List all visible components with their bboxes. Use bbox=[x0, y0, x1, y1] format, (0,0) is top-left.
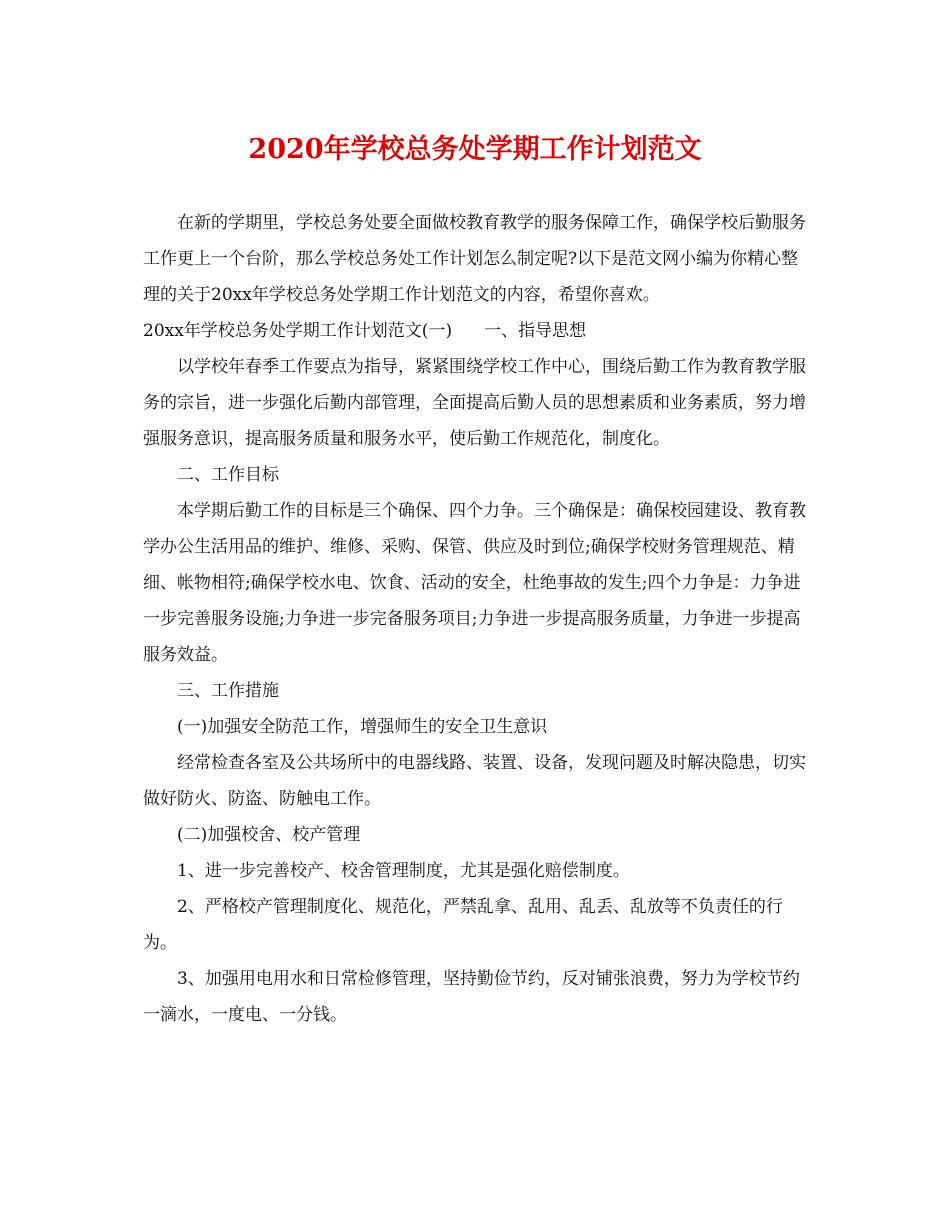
list-item-3: 3、加强用电用水和日常检修管理，坚持勤俭节约，反对铺张浪费，努力为学校节约一滴水，一度电、一分钱。 bbox=[143, 969, 800, 1025]
section-heading: 20xx年学校总务处学期工作计划范文(一) bbox=[143, 321, 453, 341]
sub2-title: (二)加强校舍、校产管理 bbox=[177, 825, 361, 845]
list-item-2: 2、严格校产管理制度化、规范化，严禁乱拿、乱用、乱丢、乱放等不负责任的行为。 bbox=[143, 897, 783, 953]
part1-title: 一、指导思想 bbox=[484, 321, 587, 341]
part1-paragraph: 以学校年春季工作要点为指导，紧紧围绕学校工作中心，围绕后勤工作为教育教学服务的宗旨，进一步强化后勤内部管理，全面提高后勤人员的思想素质和业务素质，努力增强服务意识，提高服务质量和服务水平，使后勤工作规范化，制度化。 bbox=[143, 357, 806, 449]
document-title: 2020年学校总务处学期工作计划范文 bbox=[248, 134, 702, 165]
part3-title: 三、工作措施 bbox=[177, 681, 279, 701]
sub1-paragraph: 经常检查各室及公共场所中的电器线路、装置、设备，发现问题及时解决隐患，切实做好防火、防盗、防触电工作。 bbox=[143, 753, 806, 809]
document-body bbox=[143, 205, 813, 1033]
part2-title: 二、工作目标 bbox=[177, 465, 279, 485]
section-heading-line bbox=[143, 313, 813, 349]
sub1-title: (一)加强安全防范工作，增强师生的安全卫生意识 bbox=[177, 717, 548, 737]
list-item-1: 1、进一步完善校产、校舍管理制度，尤其是强化赔偿制度。 bbox=[177, 861, 630, 881]
part2-paragraph: 本学期后勤工作的目标是三个确保、四个力争。三个确保是：确保校园建设、教育教学办公生活用品的维护、维修、采购、保管、供应及时到位;确保学校财务管理规范、精细、帐物相符;确保学校水电、饮食、活动的安全，杜绝事故的发生;四个力争是：力争进一步完善服务设施;力争进一步完备服务项目;力争进一步提高服务质量，力争进一步提高服务效益。 bbox=[143, 501, 806, 665]
intro-paragraph: 在新的学期里，学校总务处要全面做校教育教学的服务保障工作，确保学校后勤服务工作更上一个台阶，那么学校总务处工作计划怎么制定呢?以下是范文网小编为你精心整理的关于20xx年学校总务处学期工作计划范文的内容，希望你喜欢。 bbox=[143, 213, 806, 305]
